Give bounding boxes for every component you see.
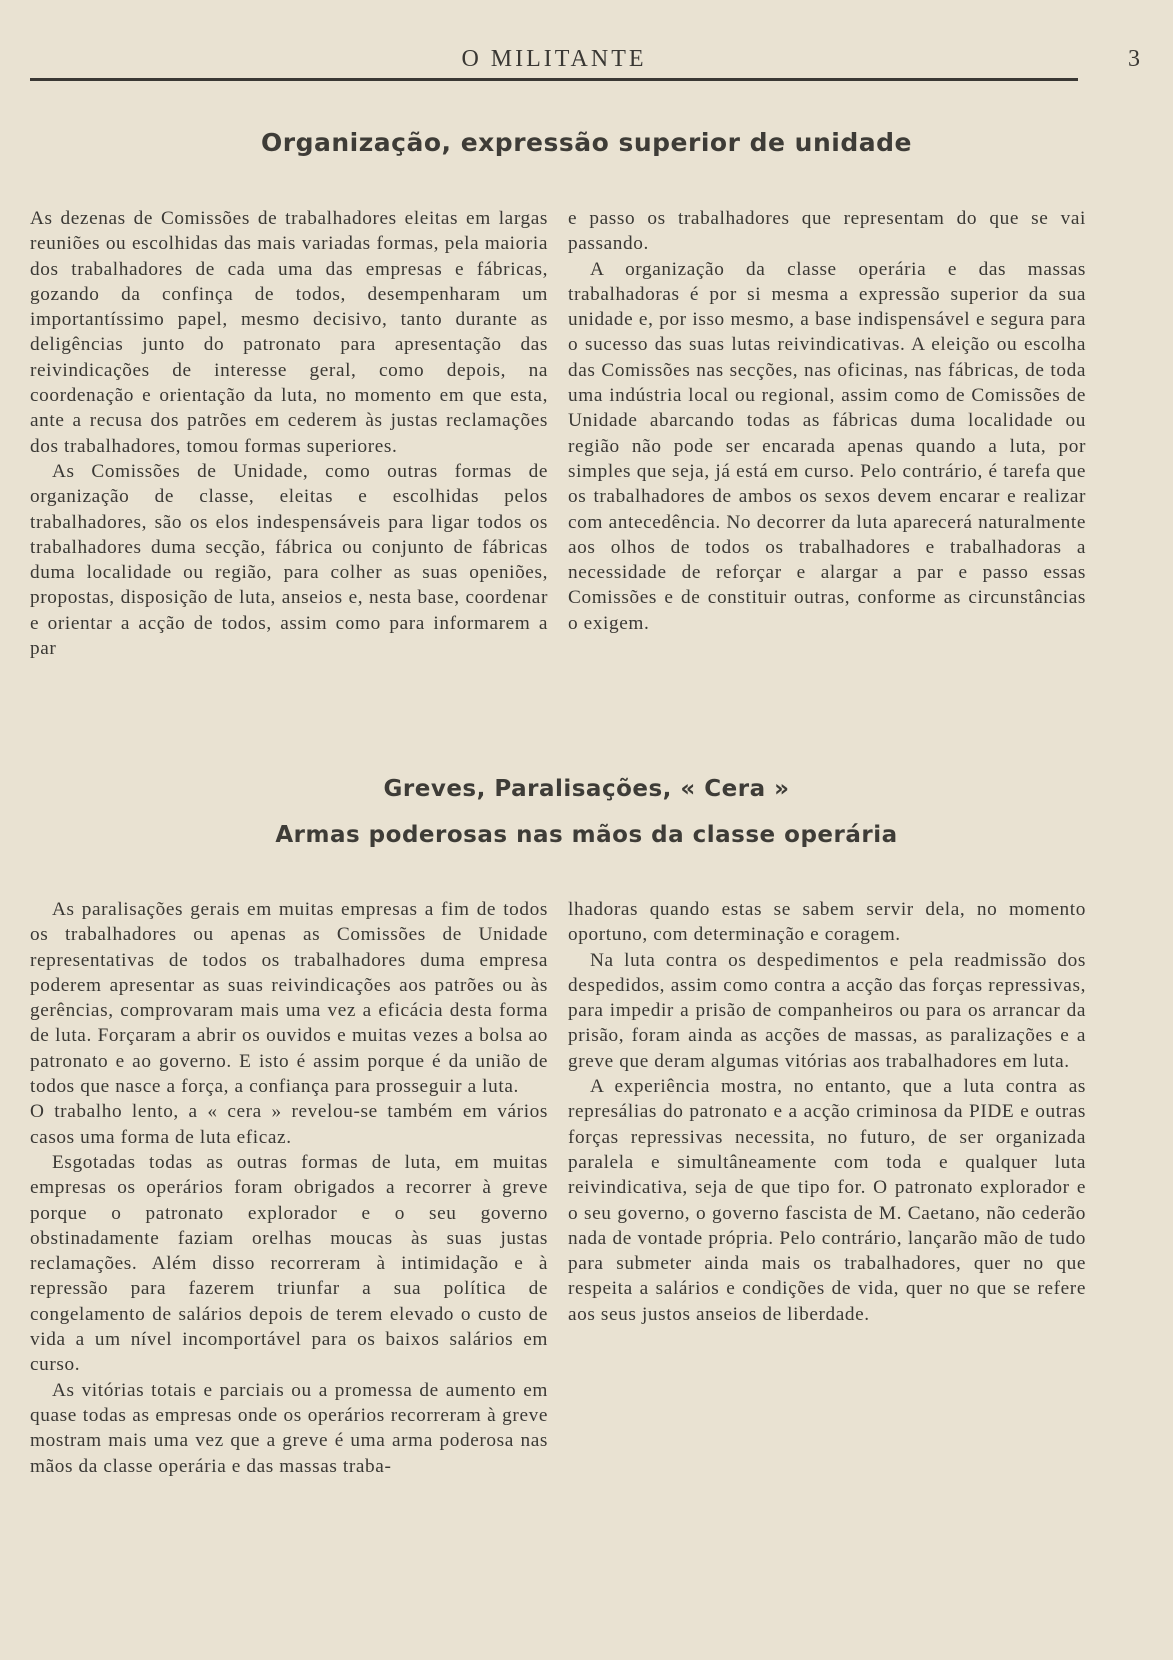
paragraph: O trabalho lento, a « cera » revelou-se também em vários casos uma forma de luta eficaz. [30, 1101, 548, 1148]
paragraph: As paralisações gerais em muitas empresas a fim de todos os trabalhadores ou apenas as Comissões de Unidade representativas de todos os trabalhadores duma empresa poderem apresentar as suas reivindicações aos patrões ou às gerências, comprovaram mais uma vez a eficácia desta forma de luta. Forçaram a abrir os ouvidos e muitas vezes a bolsa ao patronato e ao governo. E isto é assim porque é da união de todos que nasce a força, a confiança para prosseguir a luta. [30, 899, 548, 1098]
paragraph: As Comissões de Unidade, como outras formas de organização de classe, eleitas e escolhidas pelos trabalhadores, são os elos indespensáveis para ligar todos os trabalhadores duma secção, fábrica ou conjunto de fábricas duma localidade ou região, para colher as suas openiões, propostas, disposição de luta, anseios e, nesta base, coordenar e orientar a acção de todos, assim como para informarem a par [30, 460, 548, 660]
article2-left-column [30, 897, 548, 1479]
article1-right-column [568, 206, 1086, 636]
article1-left-column [30, 206, 548, 661]
article2-right-column [568, 897, 1086, 1327]
article2-subtitle: Armas poderosas nas mãos da classe operária [275, 822, 898, 848]
paragraph: Esgotadas todas as outras formas de luta, em muitas empresas os operários foram obrigados a recorrer à greve porque o patronato explorador e o seu governo obstinadamente faziam orelhas moucas às suas justas reclamações. Além disso recorreram à intimidação e à repressão para fazerem triunfar a sua política de congelamento de salários depois de terem elevado o custo de vida a um nível incomportável para os baixos salários em curso. [30, 1151, 548, 1376]
page-number: 3 [1128, 46, 1140, 72]
paragraph: Na luta contra os despedimentos e pela readmissão dos despedidos, assim como contra a acção das forças repressivas, para impedir a prisão de companheiros ou para os arrancar da prisão, foram ainda as acções de massas, as paralizações e a greve que deram algumas vitórias aos trabalhadores em luta. [568, 949, 1086, 1072]
article1-title: Organização, expressão superior de unidade [261, 128, 912, 157]
paragraph: lhadoras quando estas se sabem servir dela, no momento oportuno, com determinação e coragem. [568, 899, 1086, 946]
paragraph: As dezenas de Comissões de trabalhadores eleitas em largas reuniões ou escolhidas das mais variadas formas, pela maioria dos trabalhadores de cada uma das empresas e fábricas, gozando da confinça de todos, desempenharam um importantíssimo papel, mesmo decisivo, tanto durante as deligências junto do patronato para apresentação das reivindicações de interesse geral, como depois, na coordenação e orientação da luta, no momento em que esta, ante a recusa dos patrões em cederem às justas reclamações dos trabalhadores, tomou formas superiores. [30, 208, 548, 457]
paragraph: e passo os trabalhadores que representam do que se vai passando. [568, 208, 1086, 255]
article2-title: Greves, Paralisações, « Cera » [383, 776, 790, 802]
publication-name: O MILITANTE [461, 46, 647, 72]
paragraph: A experiência mostra, no entanto, que a luta contra as represálias do patronato e a acção criminosa da PIDE e outras forças repressivas necessita, no futuro, de ser organizada paralela e simultâneamente com toda e qualquer luta reivindicativa, seja de que tipo for. O patronato explorador e o seu governo, o governo fascista de M. Caetano, não cederão nada de vontade própria. Pelo contrário, lançarão mão de tudo para submeter ainda mais os trabalhadores, quer no que respeita a salários e condições de vida, quer no que se refere aos seus justos anseios de liberdade. [568, 1076, 1086, 1325]
paragraph: As vitórias totais e parciais ou a promessa de aumento em quase todas as empresas onde os operários recorreram à greve mostram mais uma vez que a greve é uma arma poderosa nas mãos da classe operária e das massas traba- [30, 1379, 548, 1477]
running-header [30, 44, 1140, 81]
paragraph: A organização da classe operária e das massas trabalhadoras é por si mesma a expressão superior da sua unidade e, por isso mesmo, a base indispensável e segura para o sucesso das suas lutas reivindicativas. A eleição ou escolha das Comissões nas secções, nas oficinas, nas fábricas, de toda uma indústria local ou regional, assim como de Comissões de Unidade abarcando todas as fábricas duma localidade ou região não pode ser encarada apenas quando a luta, por simples que seja, já está em curso. Pelo contrário, é tarefa que os trabalhadores de ambos os sexos devem encarar e realizar com antecedência. No decorrer da luta aparecerá naturalmente aos olhos de todos os trabalhadores e trabalhadoras a necessidade de reforçar e alargar a par e passo essas Comissões e de constituir outras, conforme as circunstâncias o exigem. [568, 258, 1086, 634]
